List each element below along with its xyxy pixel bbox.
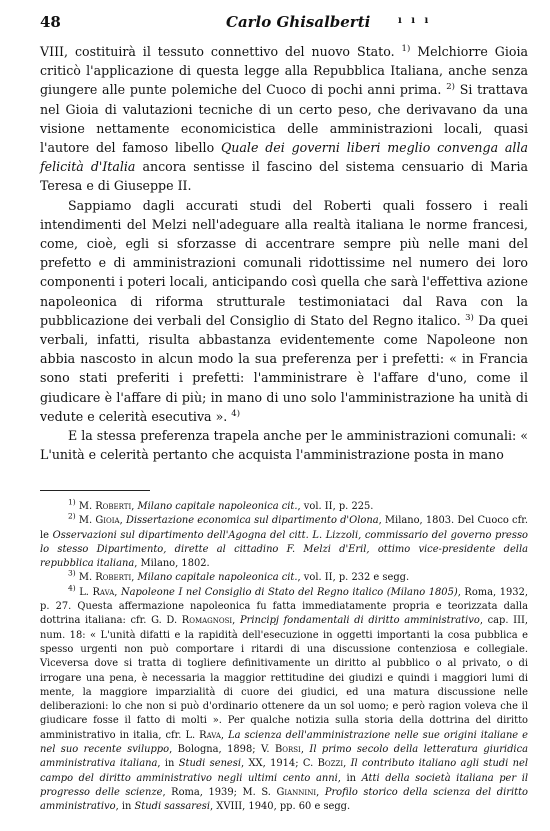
- text-span: , vol. II, p. 232 e segg.: [297, 572, 410, 584]
- text-span: , in: [337, 772, 362, 784]
- footnote-work: Napoleone I nel Consiglio di Stato del Regno italico (Milano 1805): [120, 586, 458, 598]
- main-text: [40, 42, 528, 464]
- text-span: , Milano, 1802.: [134, 558, 210, 570]
- footnote-work: Profilo storico della scienza del diritto amministrativo: [40, 786, 528, 813]
- running-header: [40, 10, 516, 32]
- paragraph-3: [40, 426, 528, 464]
- text-span: Sappiamo dagli accurati studi del Roberti quali fossero i reali intendimenti del Melzi nell'adeguare alla realtà italiana le norme francesi, come, cioè, egli si sforzasse di accentrare sempre più nelle mani del prefetto e di amministrazioni comunali ridottissime nel numero dei loro componenti i poteri locali, anticipando così quella che sarà l'effettiva azione napoleonica di riforma strutturale testimoniataci dal Rava con la pubblicazione dei verbali del Consiglio di Stato del Regno italico.: [40, 197, 528, 328]
- footnote-author: L. Rava,: [79, 586, 118, 598]
- footnote-number: 4): [68, 583, 76, 593]
- text-span: , Bologna, 1898; V.: [169, 744, 275, 756]
- text-span: , Roma, 1932, p. 27. Questa affermazione napoleonica fu fatta immediatamente propria e teorizzata dalla dottrina italiana: cfr. G. D.: [40, 586, 528, 627]
- running-title: Carlo Ghisalberti: [226, 13, 371, 31]
- footnote-author: Borsi,: [275, 744, 304, 756]
- page-number: 48: [40, 13, 61, 31]
- text-span: , in: [157, 758, 179, 770]
- footnote-separator: [40, 490, 150, 491]
- footnote-work: Osservazioni sul dipartimento dell'Agogna del citt. L. Lizzoli, commissario del governo presso lo stesso Dipartimento, dirette al cittadino F. Melzi d'Eril, ottimo vice-presidente della repubblica italiana: [40, 529, 528, 570]
- text-span: , cap. III, num. 18: « L'unità difatti e la rapidità dell'esecuzione in oggetti importanti la cosa pubblica e spesso urgenti non può comportare i ritardi di una discussione contenziosa e collegiale. Viceversa dove si tratta di togliere definitivamente un diritto al pubblico o al privato, o di irrogare una pena, è necessaria la maggior rettitudine dei giudizi e quindi i maggiori lumi di mente, la maggiore imparzialità di cuore dei giudici, ed una matura discussione nelle deliberazioni: lo che non si può d'ordinario ottenere da un sol uomo; e però ragion voleva che il giudicare fosse il fatto di molti ». Per qualche notizia sulla storia della dottrina del diritto amministrativo in italia, cfr. L.: [40, 615, 529, 741]
- text-span: , vol. II, p. 225.: [297, 501, 374, 512]
- footnote-work: Atti della società italiana per il progresso delle scienze: [40, 772, 529, 798]
- text-span: , Roma, 1939; M. S.: [162, 786, 277, 798]
- footnote-ref-1: 1): [401, 43, 411, 54]
- footnote-work: Principj fondamentali di diritto amministrativo: [240, 615, 480, 627]
- footnote-work: Studi sassaresi: [134, 801, 211, 813]
- footnote-author: M. Roberti,: [78, 501, 135, 512]
- footnote-1: [40, 497, 528, 514]
- text-span: , XX, 1914; C.: [241, 758, 318, 770]
- footnote-author: M. Gioia,: [78, 515, 123, 527]
- footnote-work: Studi senesi: [178, 758, 242, 770]
- footnote-author: Giannini,: [276, 786, 320, 798]
- footnote-4: [40, 583, 529, 815]
- text-span: , in: [115, 801, 135, 813]
- text-span: Si trattava nel Gioia di valutazioni tecniche di un certo peso, che derivavano da una visione nettamente economicistica delle amministrazioni locali, quasi l'autore del famoso libello: [40, 82, 528, 156]
- book-title: Quale dei governi liberi meglio convenga alla felicità d'Italia: [40, 140, 528, 175]
- footnote-2: [40, 514, 528, 571]
- text-span: ancora sentisse il fascino del sistema censuario di Maria Teresa e di Giuseppe II.: [40, 159, 528, 194]
- text-span: Da quei verbali, infatti, risulta abbastanza evidentemente come Napoleone non abbia nascosto in alcun modo la sua preferenza per i prefetti: « in Francia sono stati preferiti i prefetti: l'amministrare è l'affare d'uno, come il giudicare è l'affare di più; in mano di uno solo l'amministrazione ha unità di vedute e celerità esecutiva ».: [40, 312, 528, 424]
- paragraph-2: [40, 196, 528, 426]
- footnote-ref-2: 2): [446, 82, 455, 93]
- text-span: Melchiorre Gioia criticò l'applicazione di questa legge alla Repubblica Italiana, anche senza giungere alle punte polemiche del Cuoco di pochi anni prima.: [40, 44, 529, 98]
- footnote-work: Il primo secolo della letteratura giuridica amministrativa italiana: [40, 744, 528, 770]
- footnote-work: Milano capitale napoleonica cit.: [137, 501, 298, 512]
- footnote-author: Romagnosi,: [181, 615, 236, 627]
- footnote-ref-4: 4): [231, 408, 241, 419]
- footnote-author: Rava,: [199, 729, 225, 741]
- footnote-number: 1): [68, 497, 76, 507]
- footnote-author: M. Roberti,: [78, 572, 135, 584]
- footnote-ref-3: 3): [465, 312, 474, 323]
- text-span: , XVIII, 1940, pp. 60 e segg.: [210, 801, 351, 813]
- footnote-work: Milano capitale napoleonica cit.: [137, 572, 298, 584]
- footnote-number: 3): [68, 569, 76, 579]
- footnote-author: Bozzi,: [317, 758, 347, 770]
- text-span: E la stessa preferenza trapela anche per le amministrazioni comunali: « L'unità e celerità pertanto che acquista l'amministrazione posta in mano: [40, 428, 528, 463]
- footnote-work: Il contributo italiano agli studi nel campo del diritto amministrativo negli ultimi cento anni: [40, 758, 528, 784]
- footnotes: [40, 497, 529, 815]
- footnote-work: Dissertazione economica sul dipartimento d'Olona: [125, 515, 379, 527]
- text-span: , Milano, 1803. Del Cuoco cfr. le: [40, 515, 529, 541]
- paragraph-1: [40, 42, 528, 196]
- header-marks: ı ı ı: [398, 15, 432, 26]
- footnote-work: La scienza dell'amministrazione nelle sue origini italiane e nel suo recente sviluppo: [40, 729, 529, 756]
- text-span: VIII, costituirà il tessuto connettivo del nuovo Stato.: [40, 44, 395, 59]
- footnote-number: 2): [68, 512, 76, 521]
- footnote-3: [40, 571, 528, 585]
